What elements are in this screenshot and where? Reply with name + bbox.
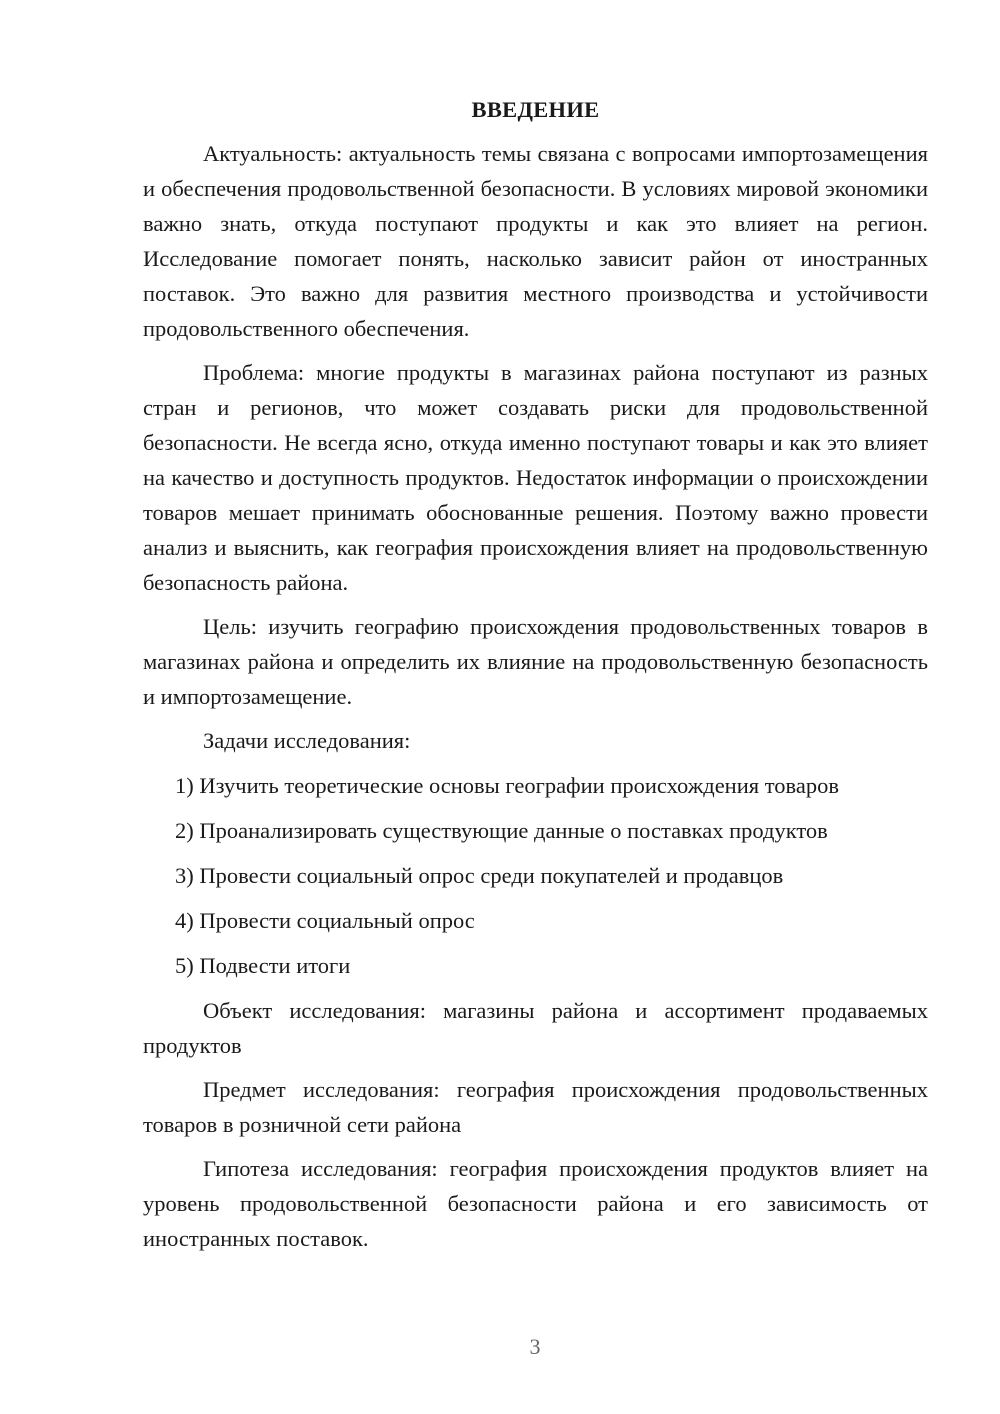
task-item: 1) Изучить теоретические основы географии происхождения товаров	[175, 773, 839, 798]
actuality-paragraph: Актуальность: актуальность темы связана с вопросами импортозамещения и обеспечения продовольственной безопасности. В условиях мировой экономики важно знать, откуда поступают продукты и как это влияет на регион. Исследование помогает понять, насколько зависит район от иностранных поставок. Это важно для развития местного производства и устойчивости продовольственного обеспечения.	[143, 141, 928, 341]
task-item: 2) Проанализировать существующие данные о поставках продуктов	[175, 818, 828, 843]
problem-paragraph: Проблема: многие продукты в магазинах района поступают из разных стран и регионов, что может создавать риски для продовольственной безопасности. Не всегда ясно, откуда именно поступают товары и как это влияет на качество и доступность продуктов. Недостаток информации о происхождении товаров мешает принимать обоснованные решения. Поэтому важно провести анализ и выяснить, как география происхождения влияет на продовольственную безопасность района.	[143, 360, 928, 595]
task-item: 5) Подвести итоги	[175, 953, 351, 978]
task-item: 3) Провести социальный опрос среди покупателей и продавцов	[175, 863, 784, 888]
page-number: 3	[529, 1334, 541, 1359]
page-title: ВВЕДЕНИЕ	[471, 97, 600, 122]
tasks-list	[143, 768, 928, 983]
task-item: 4) Провести социальный опрос	[175, 908, 475, 933]
document-page	[143, 92, 928, 1265]
goal-paragraph: Цель: изучить географию происхождения продовольственных товаров в магазинах района и определить их влияние на продовольственную безопасность и импортозамещение.	[143, 614, 928, 709]
hypothesis-paragraph: Гипотеза исследования: география происхождения продуктов влияет на уровень продовольственной безопасности района и его зависимость от иностранных поставок.	[143, 1156, 928, 1251]
object-paragraph: Объект исследования: магазины района и ассортимент продаваемых продуктов	[143, 998, 928, 1058]
tasks-heading: Задачи исследования:	[203, 728, 411, 753]
subject-paragraph: Предмет исследования: география происхождения продовольственных товаров в розничной сети района	[143, 1077, 928, 1137]
